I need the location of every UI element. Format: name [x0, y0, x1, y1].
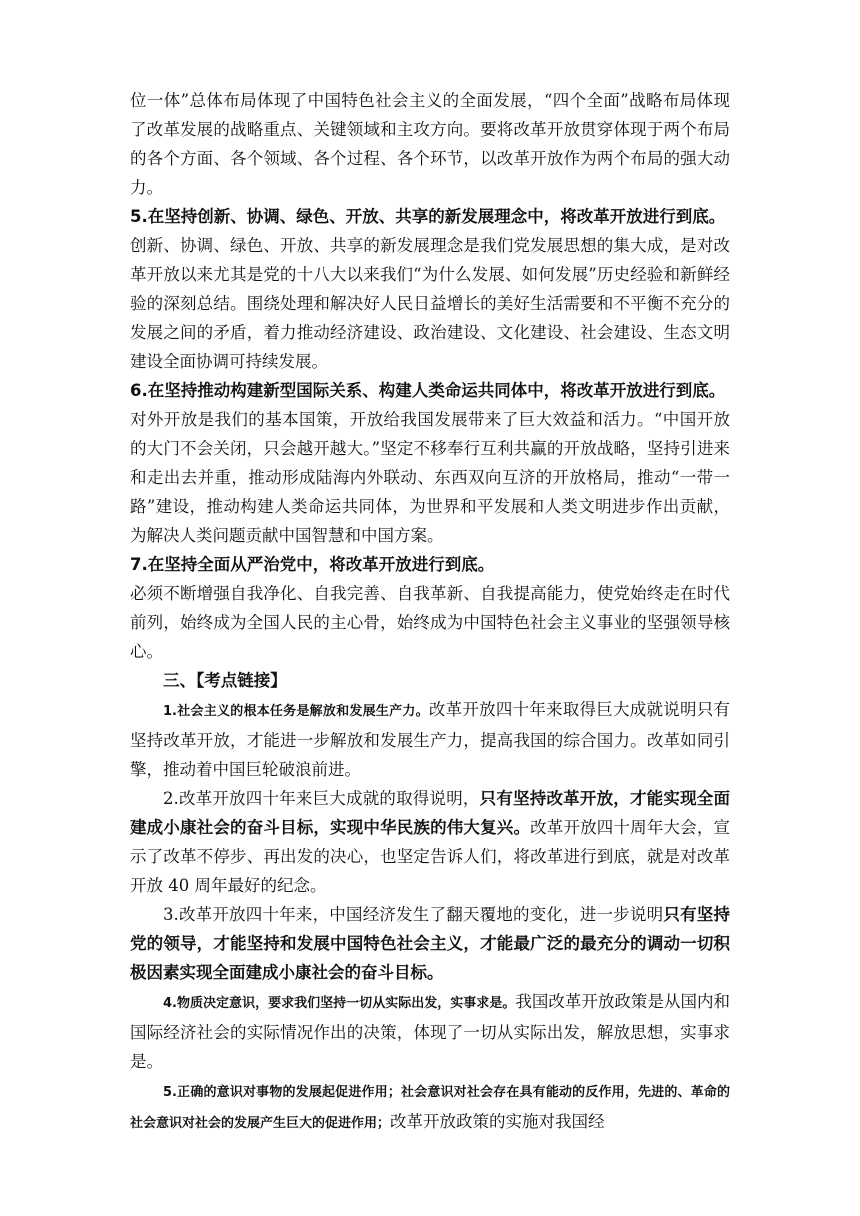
kaodian-1-text: 改革开放四十年来取得巨大成就说明只有坚持改革开放，才能进一步解放和发展生产力，提高我国的综合国力。改革如同引擎，推动着中国巨轮破浪前进。 — [130, 700, 731, 779]
kaodian-item-4 — [130, 987, 730, 1076]
paragraph-point-5: 创新、协调、绿色、开放、共享的新发展理念是我们党发展思想的集大成，是对改革开放以来尤其是党的十八大以来我们“为什么发展、如何发展”历史经验和新鲜经验的深刻总结。围绕处理和解决好人民日益增长的美好生活需要和不平衡不充分的发展之间的矛盾，着力推动经济建设、政治建设、文化建设、社会建设、生态文明建设全面协调可持续发展。 — [130, 236, 730, 371]
kaodian-item-5 — [130, 1076, 730, 1138]
kaodian-2-text: 改革开放四十周年大会，宣示了改革不停步、再出发的决心，也坚定告诉人们，将改革进行到底，就是对改革开放 40 周年最好的纪念。 — [130, 818, 731, 895]
paragraph-point-6: 对外开放是我们的基本国策，开放给我国发展带来了巨大效益和活力。“中国开放的大门不会关闭，只会越开越大。”坚定不移奉行互利共赢的开放战略，坚持引进来和走出去并重，推动形成陆海内外联动、东西双向互济的开放格局，推动“一带一路”建设，推动构建人类命运共同体，为世界和平发展和人类文明进步作出贡献，为解决人类问题贡献中国智慧和中国方案。 — [130, 410, 730, 545]
section-heading-kaodian — [130, 666, 730, 695]
heading-point-5: 5.在坚持创新、协调、绿色、开放、共享的新发展理念中，将改革开放进行到底。 — [130, 207, 726, 226]
heading-point-7: 7.在坚持全面从严治党中，将改革开放进行到底。 — [130, 555, 495, 574]
heading-point-6: 6.在坚持推动构建新型国际关系、构建人类命运共同体中，将改革开放进行到底。 — [130, 381, 726, 400]
kaodian-4-bold: 4.物质决定意识，要求我们坚持一切从实际出发，实事求是。 — [163, 996, 516, 1011]
kaodian-5-bold: 5.正确的意识对事物的发展起促进作用；社会意识对社会存在具有能动的反作用，先进的、革命的社会意识对社会的发展产生巨大的促进作用； — [130, 1085, 730, 1131]
paragraph-intro: 位一体”总体布局体现了中国特色社会主义的全面发展，“四个全面”战略布局体现了改革发展的战略重点、关键领域和主攻方向。要将改革开放贯穿体现于两个布局的各个方面、各个领域、各个过程、各个环节，以改革开放作为两个布局的强大动力。 — [130, 91, 730, 197]
document-body — [130, 86, 730, 1138]
kaodian-5-text: 改革开放政策的实施对我国经 — [390, 1112, 605, 1131]
kaodian-item-3 — [130, 900, 730, 987]
kaodian-2-bold: 只有坚持改革开放，才能实现全面建成小康社会的奋斗目标，实现中华民族的伟大复兴。 — [130, 789, 731, 837]
kaodian-3-bold: 只有坚持党的领导，才能坚持和发展中国特色社会主义，才能最广泛的最充分的调动一切积极因素实现全面建成小康社会的奋斗目标。 — [130, 905, 731, 982]
kaodian-item-1 — [130, 695, 730, 784]
kaodian-3-pre: 3.改革开放四十年来，中国经济发生了翻天覆地的变化，进一步说明 — [163, 905, 664, 924]
paragraph-point-7: 必须不断增强自我净化、自我完善、自我革新、自我提高能力，使党始终走在时代前列，始终成为全国人民的主心骨，始终成为中国特色社会主义事业的坚强领导核心。 — [130, 584, 730, 661]
kaodian-item-2 — [130, 784, 730, 900]
section-heading-text: 三、【考点链接】 — [163, 671, 287, 690]
kaodian-4-text: 我国改革开放政策是从国内和国际经济社会的实际情况作出的决策，体现了一切从实际出发，解放思想，实事求是。 — [130, 992, 731, 1071]
kaodian-1-bold: 1.社会主义的根本任务是解放和发展生产力。 — [163, 704, 429, 719]
kaodian-2-pre: 2.改革开放四十年来巨大成就的取得说明， — [163, 789, 480, 808]
